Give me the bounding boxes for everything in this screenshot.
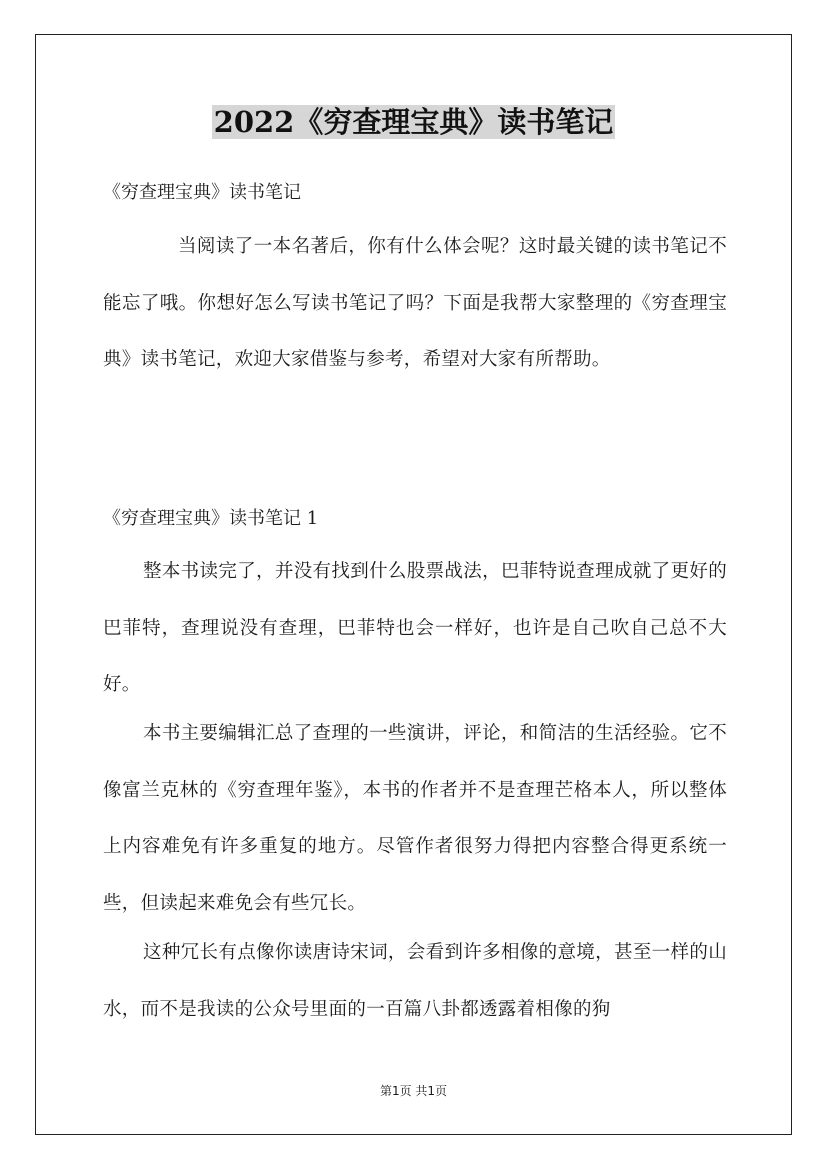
body-paragraph: 这种冗长有点像你读唐诗宋词，会看到许多相像的意境，甚至一样的山水，而不是我读的公众号里面的一百篇八卦都透露着相像的狗	[103, 942, 727, 1020]
page-number-footer: 第1页 共1页	[379, 1084, 448, 1098]
intro-paragraph: 当阅读了一本名著后，你有什么体会呢？这时最关键的读书笔记不能忘了哦。你想好怎么写读书笔记了吗？下面是我帮大家整理的《穷查理宝典》读书笔记，欢迎大家借鉴与参考，希望对大家有所帮助。	[103, 236, 727, 370]
body-paragraph: 本书主要编辑汇总了查理的一些演讲，评论，和简洁的生活经验。它不像富兰克林的《穷查理年鉴》，本书的作者并不是查理芒格本人，所以整体上内容难免有许多重复的地方。尽管作者很努力得把内容整合得更系统一些，但读起来难免会有些冗长。	[103, 723, 727, 914]
document-title: 2022《穷查理宝典》读书笔记	[213, 105, 614, 139]
section-heading: 《穷查理宝典》读书笔记 1	[103, 508, 319, 529]
body-paragraph: 整本书读完了，并没有找到什么股票战法，巴菲特说查理成就了更好的巴菲特，查理说没有查理，巴菲特也会一样好，也许是自己吹自己总不大好。	[103, 561, 727, 695]
document-subtitle: 《穷查理宝典》读书笔记	[103, 182, 301, 203]
